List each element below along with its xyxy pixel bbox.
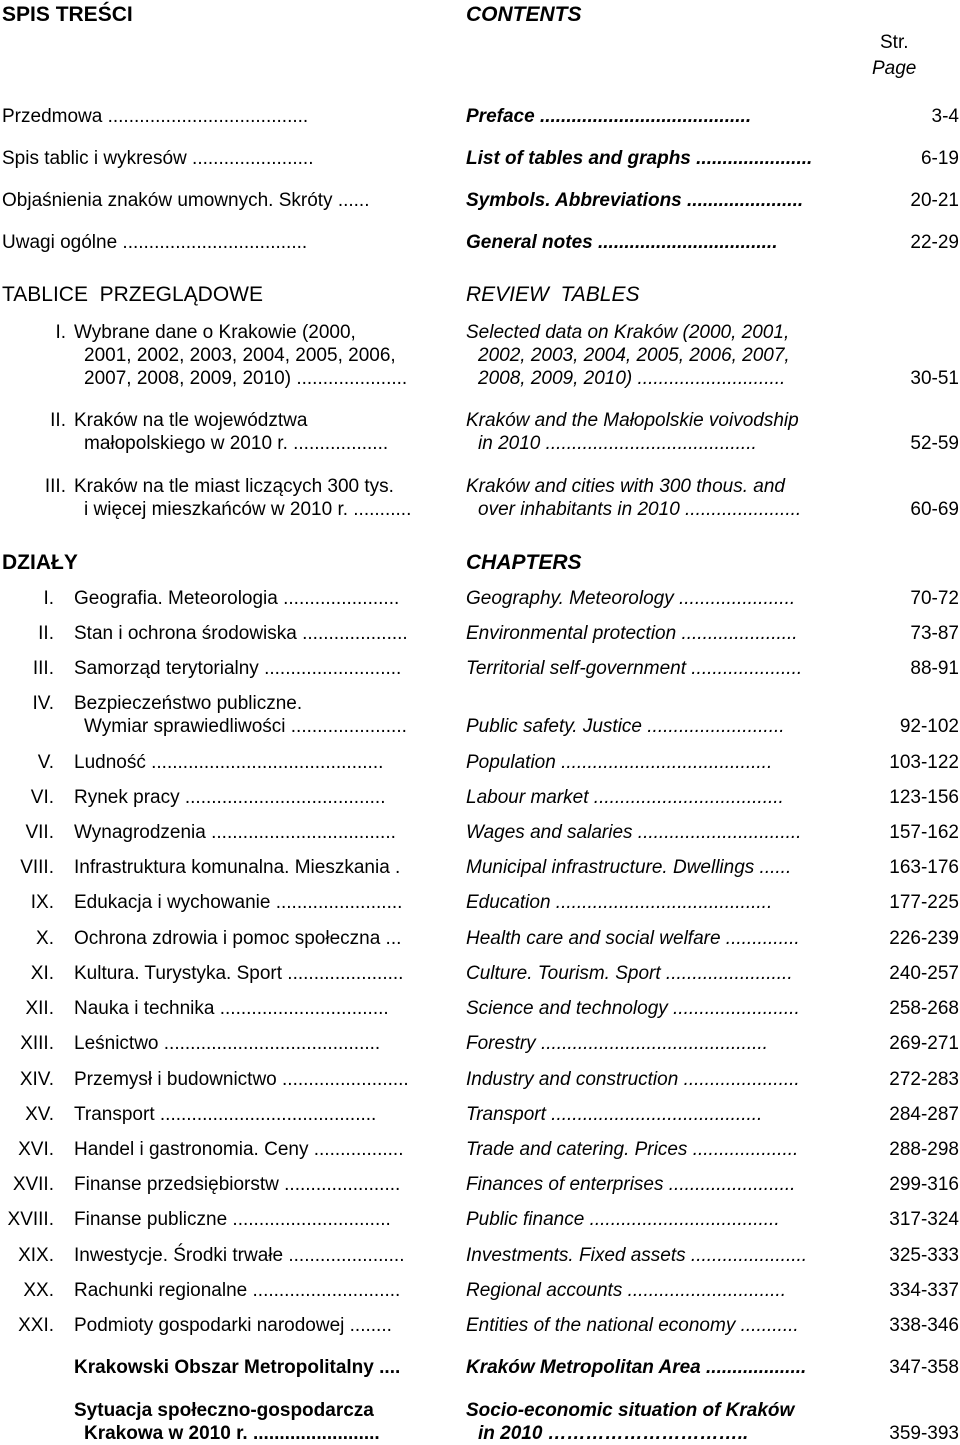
roman-numeral: V.	[37, 752, 54, 773]
pl-title: SPIS TREŚCI	[2, 3, 133, 26]
roman-numeral: II.	[38, 623, 54, 644]
toc-entry-pl: Sytuacja społeczno-gospodarcza	[74, 1400, 374, 1421]
toc-entry-pl: 2007, 2008, 2009, 2010) .....................	[84, 368, 408, 389]
section-heading-pl: DZIAŁY	[2, 551, 78, 574]
toc-entry-en: Industry and construction ......................	[466, 1069, 800, 1090]
roman-numeral: XII.	[25, 998, 54, 1019]
roman-numeral: XIV.	[19, 1069, 54, 1090]
toc-entry-en: Transport ........................................	[466, 1104, 763, 1125]
page-range: 325-333	[889, 1245, 959, 1266]
toc-entry-pl: Bezpieczeństwo publiczne.	[74, 693, 303, 714]
toc-entry-pl: Nauka i technika ................................	[74, 998, 389, 1019]
roman-numeral: II.	[50, 410, 66, 431]
section-heading-en: CHAPTERS	[466, 551, 582, 574]
toc-entry-en: Health care and social welfare ..............	[466, 928, 800, 949]
page-range: 299-316	[889, 1174, 959, 1195]
toc-entry-pl: Krakowa w 2010 r. ........................	[84, 1423, 380, 1444]
roman-numeral: XX.	[23, 1280, 54, 1301]
toc-entry-pl: i więcej mieszkańców w 2010 r. ...........	[84, 499, 412, 520]
page-range: 30-51	[910, 368, 959, 389]
roman-numeral: XVI.	[18, 1139, 54, 1160]
toc-entry-en: in 2010 ........................................	[478, 433, 757, 454]
toc-entry-pl: Rachunki regionalne ............................	[74, 1280, 401, 1301]
toc-entry-pl: Podmioty gospodarki narodowej ........	[74, 1315, 392, 1336]
toc-entry-en: Territorial self-government .....................	[466, 658, 803, 679]
toc-entry-pl: Kultura. Turystyka. Sport ......................	[74, 963, 404, 984]
toc-entry-pl: Geografia. Meteorologia ......................	[74, 588, 400, 609]
toc-entry-en: over inhabitants in 2010 ......................	[478, 499, 802, 520]
en-title: CONTENTS	[466, 3, 582, 26]
toc-entry-en: Regional accounts ..............................	[466, 1280, 786, 1301]
page-range: 163-176	[889, 857, 959, 878]
toc-entry-en: Socio-economic situation of Kraków	[466, 1400, 795, 1421]
page-range: 317-324	[889, 1209, 959, 1230]
toc-entry-en: Labour market ....................................	[466, 787, 784, 808]
toc-entry-en: General notes ..................................	[466, 232, 778, 253]
toc-entry-en: Kraków and cities with 300 thous. and	[466, 476, 785, 497]
toc-entry-en: 2008, 2009, 2010) ............................	[478, 368, 786, 389]
roman-numeral: XVII.	[12, 1174, 54, 1195]
page-range: 73-87	[910, 623, 959, 644]
roman-numeral: VIII.	[20, 857, 54, 878]
roman-numeral: XIII.	[20, 1033, 54, 1054]
toc-entry-en: Environmental protection ......................	[466, 623, 798, 644]
page-range: 226-239	[889, 928, 959, 949]
toc-entry-en: Selected data on Kraków (2000, 2001,	[466, 322, 790, 343]
page-range: 60-69	[910, 499, 959, 520]
page-range: 20-21	[910, 190, 959, 211]
page-range: 258-268	[889, 998, 959, 1019]
page-range: 338-346	[889, 1315, 959, 1336]
toc-entry-en: Entities of the national economy ...........	[466, 1315, 799, 1336]
page-range: 347-358	[889, 1357, 959, 1378]
toc-entry-pl: Stan i ochrona środowiska ....................	[74, 623, 408, 644]
toc-entry-en: List of tables and graphs ......................	[466, 148, 813, 169]
toc-entry-en: Forestry ...........................................	[466, 1033, 768, 1054]
toc-entry-en: Kraków and the Małopolskie voivodship	[466, 410, 799, 431]
toc-entry-pl: Inwestycje. Środki trwałe ......................	[74, 1245, 405, 1266]
page-range: 177-225	[889, 892, 959, 913]
toc-entry-pl: Finanse publiczne ..............................	[74, 1209, 391, 1230]
toc-entry-pl: Wybrane dane o Krakowie (2000,	[74, 322, 356, 343]
toc-entry-pl: Przedmowa ......................................	[2, 106, 309, 127]
roman-numeral: III.	[32, 658, 54, 679]
page-range: 3-4	[931, 106, 959, 127]
toc-entry-pl: Infrastruktura komunalna. Mieszkania .	[74, 857, 401, 878]
toc-entry-pl: 2001, 2002, 2003, 2004, 2005, 2006,	[84, 345, 396, 366]
page-range: 92-102	[899, 716, 959, 737]
toc-entry-pl: Handel i gastronomia. Ceny .................	[74, 1139, 404, 1160]
toc-entry-en: Education .........................................	[466, 892, 773, 913]
toc-entry-en: Geography. Meteorology ......................	[466, 588, 796, 609]
toc-entry-en: Trade and catering. Prices ....................	[466, 1139, 799, 1160]
toc-entry-pl: Ludność ............................................	[74, 752, 384, 773]
roman-numeral: XV.	[25, 1104, 54, 1125]
page-range: 288-298	[889, 1139, 959, 1160]
page-range: 359-393	[889, 1423, 959, 1444]
toc-entry-pl: Objaśnienia znaków umownych. Skróty ......	[2, 190, 370, 211]
toc-entry-pl: Wymiar sprawiedliwości ......................	[84, 716, 407, 737]
roman-numeral: XIX.	[18, 1245, 54, 1266]
toc-entry-pl: Wynagrodzenia ...................................	[74, 822, 396, 843]
roman-numeral: XXI.	[18, 1315, 54, 1336]
toc-entry-pl: Leśnictwo .........................................	[74, 1033, 381, 1054]
toc-entry-pl: Transport .........................................	[74, 1104, 377, 1125]
toc-entry-en: Investments. Fixed assets ......................	[466, 1245, 808, 1266]
page-range: 334-337	[889, 1280, 959, 1301]
page-column-label-en: Page	[872, 58, 917, 79]
page-range: 157-162	[889, 822, 959, 843]
roman-numeral: I.	[43, 588, 54, 609]
toc-entry-en: Population ........................................	[466, 752, 773, 773]
toc-entry-en: 2002, 2003, 2004, 2005, 2006, 2007,	[478, 345, 790, 366]
toc-entry-pl: Spis tablic i wykresów .......................	[2, 148, 314, 169]
toc-entry-pl: Finanse przedsiębiorstw ......................	[74, 1174, 401, 1195]
toc-entry-en: Kraków Metropolitan Area ...................	[466, 1357, 807, 1378]
page-column-label-pl: Str.	[880, 32, 909, 53]
toc-entry-pl: Przemysł i budownictwo ........................	[74, 1069, 409, 1090]
roman-numeral: X.	[36, 928, 54, 949]
toc-entry-pl: Edukacja i wychowanie ........................	[74, 892, 403, 913]
page-range: 70-72	[910, 588, 959, 609]
toc-entry-en: Finances of enterprises ........................	[466, 1174, 796, 1195]
toc-entry-en: Municipal infrastructure. Dwellings ......	[466, 857, 792, 878]
section-heading-pl: TABLICE PRZEGLĄDOWE	[2, 283, 263, 306]
roman-numeral: XVIII.	[7, 1209, 54, 1230]
toc-entry-en: Science and technology ........................	[466, 998, 800, 1019]
page-range: 269-271	[889, 1033, 959, 1054]
toc-entry-pl: małopolskiego w 2010 r. ..................	[84, 433, 389, 454]
page-range: 88-91	[910, 658, 959, 679]
roman-numeral: XI.	[30, 963, 54, 984]
roman-numeral: VI.	[30, 787, 54, 808]
page-range: 272-283	[889, 1069, 959, 1090]
toc-entry-en: Culture. Tourism. Sport ........................	[466, 963, 793, 984]
page-range: 123-156	[889, 787, 959, 808]
toc-entry-en: in 2010 …………………………..	[478, 1423, 749, 1444]
roman-numeral: IV.	[32, 693, 54, 714]
toc-entry-pl: Ochrona zdrowia i pomoc społeczna ...	[74, 928, 402, 949]
page-range: 284-287	[889, 1104, 959, 1125]
roman-numeral: VII.	[25, 822, 54, 843]
page-range: 103-122	[889, 752, 959, 773]
roman-numeral: IX.	[30, 892, 54, 913]
page-range: 52-59	[910, 433, 959, 454]
toc-entry-pl: Uwagi ogólne ...................................	[2, 232, 308, 253]
toc-entry-en: Public safety. Justice ..........................	[466, 716, 785, 737]
toc-entry-pl: Krakowski Obszar Metropolitalny ....	[74, 1357, 401, 1378]
roman-numeral: I.	[55, 322, 66, 343]
toc-entry-en: Preface ........................................	[466, 106, 752, 127]
toc-entry-en: Wages and salaries ...............................	[466, 822, 802, 843]
toc-entry-pl: Kraków na tle województwa	[74, 410, 308, 431]
toc-entry-en: Public finance ....................................	[466, 1209, 780, 1230]
page-range: 6-19	[920, 148, 959, 169]
toc-entry-pl: Samorząd terytorialny ..........................	[74, 658, 402, 679]
page-range: 22-29	[910, 232, 959, 253]
toc-entry-pl: Kraków na tle miast liczących 300 tys.	[74, 476, 394, 497]
toc-entry-en: Symbols. Abbreviations ......................	[466, 190, 804, 211]
toc-entry-pl: Rynek pracy ......................................	[74, 787, 386, 808]
section-heading-en: REVIEW TABLES	[466, 283, 640, 306]
roman-numeral: III.	[44, 476, 66, 497]
page-range: 240-257	[889, 963, 959, 984]
